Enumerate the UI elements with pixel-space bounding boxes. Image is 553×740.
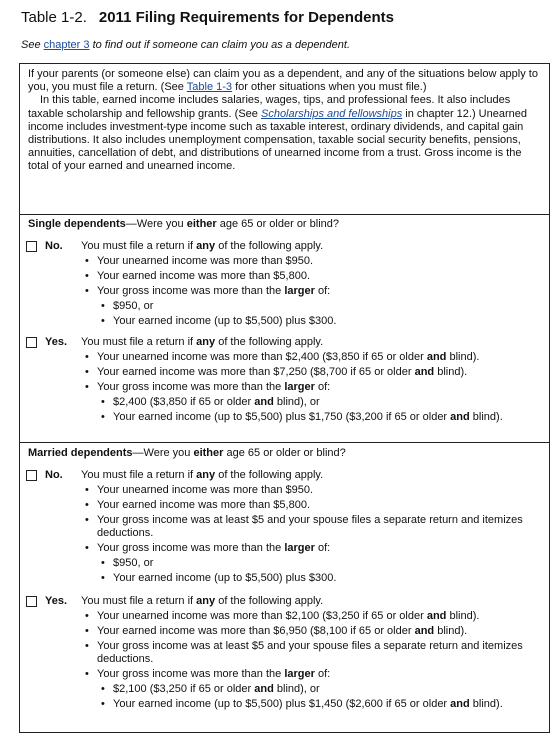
table-1-3-link[interactable]: Table 1-3: [186, 81, 233, 94]
table-number: Table 1-2.: [21, 9, 87, 26]
list-item: • Your earned income was more than $5,800.: [81, 499, 546, 512]
apply-sentence: You must file a return if any of the following apply.: [81, 469, 324, 481]
married-yes-body: [81, 595, 546, 711]
list-item: • Your gross income was more than the larger of: • $950, or • Your earned income (up to $5,500) plus $300.: [81, 542, 546, 585]
list-item: • Your earned income was more than $7,250 ($8,700 if 65 or older and blind).: [81, 366, 546, 379]
single-yes-body: [81, 336, 546, 424]
list-item: • $2,100 ($3,250 if 65 or older and blind), or: [81, 683, 546, 696]
table-title: [21, 9, 394, 26]
intro-paragraph-1: If your parents (or someone else) can claim you as a dependent, and any of the situations below apply to you, you must file a return. (See Table 1-3 for other situations when you must file.): [28, 68, 538, 94]
married-no-checkbox[interactable]: [26, 470, 37, 481]
list-item: • Your unearned income was more than $2,100 ($3,250 if 65 or older and blind).: [81, 610, 546, 623]
single-yes-label: Yes.: [45, 336, 68, 348]
list-item: • Your gross income was at least $5 and your spouse files a separate return and itemizes deductions.: [81, 640, 546, 666]
married-no-label: No.: [45, 469, 63, 481]
apply-sentence: You must file a return if any of the following apply.: [81, 240, 324, 252]
list-item: • Your gross income was at least $5 and your spouse files a separate return and itemizes deductions.: [81, 514, 546, 540]
scholarships-link[interactable]: Scholarships and fellowships: [260, 107, 403, 120]
single-no-checkbox[interactable]: [26, 241, 37, 252]
married-no-body: [81, 469, 546, 585]
list-item: • $950, or: [81, 557, 546, 570]
list-item: • $2,400 ($3,850 if 65 or older and blind), or: [81, 396, 546, 409]
see-note: See chapter 3 to find out if someone can claim you as a dependent.: [21, 39, 351, 51]
list-item: • Your unearned income was more than $2,400 ($3,850 if 65 or older and blind).: [81, 351, 546, 364]
divider: [20, 442, 549, 443]
list-item: • Your earned income (up to $5,500) plus $1,450 ($2,600 if 65 or older and blind).: [81, 698, 546, 711]
single-dependents-heading: Single dependents—Were you either age 65 or older or blind?: [28, 218, 340, 230]
table-name: 2011 Filing Requirements for Dependents: [98, 9, 394, 26]
apply-sentence: You must file a return if any of the following apply.: [81, 595, 324, 607]
list-item: • Your unearned income was more than $950.: [81, 255, 546, 268]
list-item: • Your earned income (up to $5,500) plus $300.: [81, 315, 546, 328]
married-yes-checkbox[interactable]: [26, 596, 37, 607]
list-item: • Your gross income was more than the larger of: • $950, or • Your earned income (up to $5,500) plus $300.: [81, 285, 546, 328]
single-yes-checkbox[interactable]: [26, 337, 37, 348]
divider: [20, 214, 549, 215]
apply-sentence: You must file a return if any of the following apply.: [81, 336, 324, 348]
single-no-body: [81, 240, 546, 328]
single-no-label: No.: [45, 240, 63, 252]
list-item: • Your gross income was more than the larger of: • $2,100 ($3,250 if 65 or older and blind), or • Your earned income (up to $5,500) plus $1,450 ($2,600 if 65 or older and blind).: [81, 668, 546, 711]
intro-paragraph-2: In this table, earned income includes salaries, wages, tips, and professional fees. It also includes taxable scholarship and fellowship grants. (See Scholarships and fellowships in chapter 12.) Unearned income includes investment-type income such as taxable interest, ordinary dividends, and capital gain distributions. It also includes unemployment compensation, taxable social security benefits, pensions, annuities, cancellation of debt, and distributions of unearned income from a trust. Gross income is the total of your earned and unearned income.: [28, 94, 527, 173]
married-yes-label: Yes.: [45, 595, 68, 607]
chapter-3-link[interactable]: chapter 3: [43, 39, 90, 51]
list-item: • Your unearned income was more than $950.: [81, 484, 546, 497]
requirements-table: [19, 63, 550, 733]
list-item: • $950, or: [81, 300, 546, 313]
list-item: • Your earned income (up to $5,500) plus $1,750 ($3,200 if 65 or older and blind).: [81, 411, 546, 424]
list-item: • Your gross income was more than the larger of: • $2,400 ($3,850 if 65 or older and blind), or • Your earned income (up to $5,500) plus $1,750 ($3,200 if 65 or older and blind).: [81, 381, 546, 424]
list-item: • Your earned income (up to $5,500) plus $300.: [81, 572, 546, 585]
list-item: • Your earned income was more than $5,800.: [81, 270, 546, 283]
intro-text: [28, 68, 544, 174]
list-item: • Your earned income was more than $6,950 ($8,100 if 65 or older and blind).: [81, 625, 546, 638]
married-dependents-heading: Married dependents—Were you either age 65 or older or blind?: [28, 447, 346, 459]
